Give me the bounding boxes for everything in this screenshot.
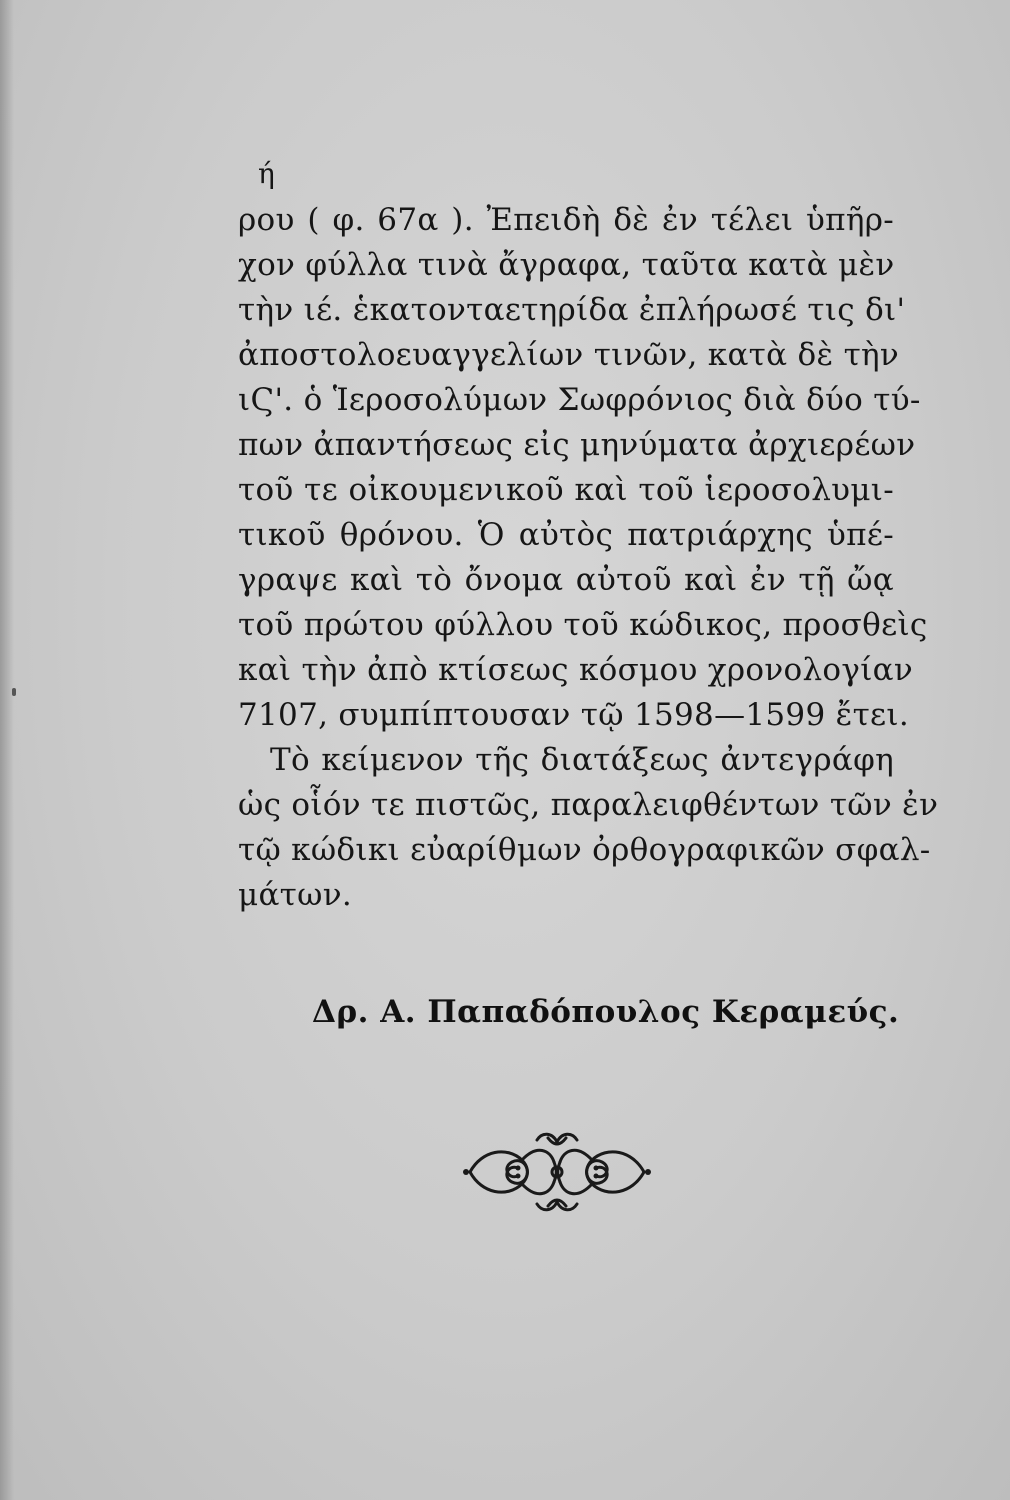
text-line: τικοῦ θρόνου. Ὁ αὐτὸς πατριάρχης ὑπέ-: [238, 517, 894, 553]
text-line: χον φύλλα τινὰ ἄγραφα, ταῦτα κατὰ μὲν: [238, 247, 895, 283]
author-signature: Δρ. Α. Παπαδόπουλος Κεραμεύς.: [312, 994, 900, 1030]
text-line: Τὸ κείμενον τῆς διατάξεως ἀντεγράφη: [270, 742, 894, 778]
margin-dot: [12, 688, 16, 696]
marginal-mark: ή: [258, 157, 275, 190]
text-line: τοῦ πρώτου φύλλου τοῦ κώδικος, προσθεὶς: [238, 607, 928, 643]
text-line: τὴν ιέ. ἑκατονταετηρίδα ἐπλήρωσέ τις δι': [238, 292, 906, 328]
text-line: μάτων.: [238, 877, 353, 913]
page-edge-shadow: [0, 0, 14, 1500]
text-line: ὡς οἷόν τε πιστῶς, παραλειφθέντων τῶν ἐν: [238, 787, 939, 823]
text-line: ιϚ'. ὁ Ἱεροσολύμων Σωφρόνιος διὰ δύο τύ-: [238, 382, 921, 418]
text-line: ἀποστολοευαγγελίων τινῶν, κατὰ δὲ τὴν: [238, 337, 900, 373]
text-line: τοῦ τε οἰκουμενικοῦ καὶ τοῦ ἱεροσολυμι-: [238, 472, 894, 508]
text-line: πων ἀπαντήσεως εἰς μηνύματα ἀρχιερέων: [238, 427, 916, 463]
text-line: 7107, συμπίπτουσαν τῷ 1598—1599 ἔτει.: [238, 697, 909, 733]
text-line: γραψε καὶ τὸ ὄνομα αὐτοῦ καὶ ἐν τῇ ὤᾳ: [238, 562, 894, 598]
text-line: τῷ κώδικι εὐαρίθμων ὀρθογραφικῶν σφαλ-: [238, 832, 931, 868]
text-line: ρου ( φ. 67α ). Ἐπειδὴ δὲ ἐν τέλει ὑπῆρ-: [238, 202, 894, 238]
text-line: καὶ τὴν ἀπὸ κτίσεως κόσμου χρονολογίαν: [238, 652, 914, 688]
body-text: [238, 157, 939, 918]
fleuron-ornament-icon: [462, 1130, 652, 1214]
